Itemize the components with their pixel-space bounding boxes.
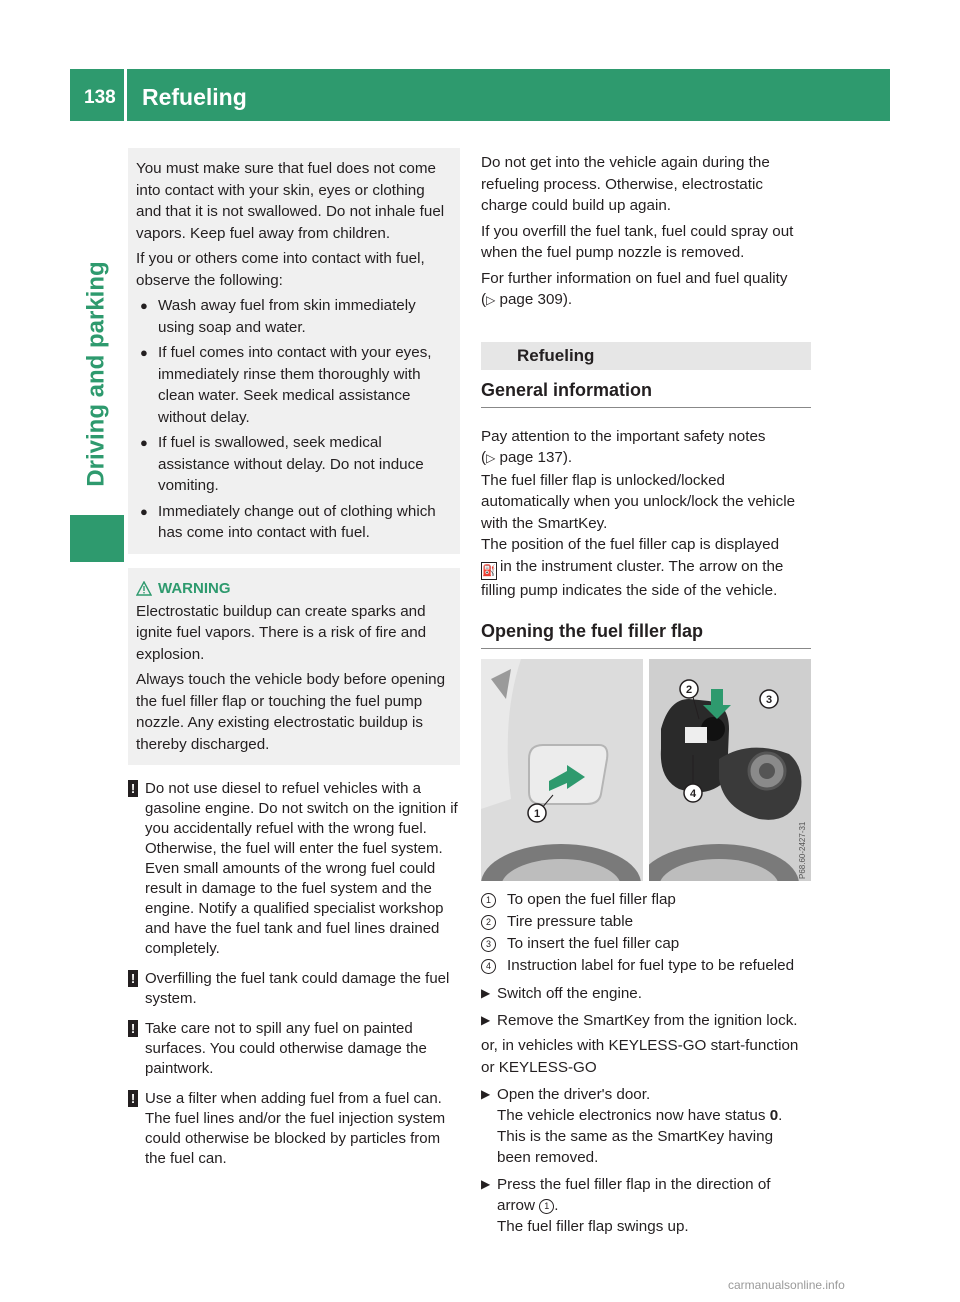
general-paragraph-2: The fuel filler flap is unlocked/locked automatically when you unlock/lock the vehicle with the SmartKey. — [481, 471, 796, 532]
exclamation-icon: ! — [128, 1090, 138, 1107]
legend-item: 3 To insert the fuel filler cap — [481, 933, 811, 955]
refuel-paragraph-1: Do not get into the vehicle again during the refueling process. Otherwise, electrostatic charge could build up again. — [481, 154, 770, 214]
svg-text:3: 3 — [765, 694, 773, 706]
fuel-flap-open-image — [649, 659, 811, 881]
step-item: ▶ Open the driver's door. The vehicle electronics now have status 0. This is the same as the SmartKey having been removed. — [481, 1086, 783, 1166]
fuel-filler-photo — [481, 659, 811, 881]
step-item: ▶ Switch off the engine. — [481, 985, 642, 1002]
notice-item: ! Take care not to spill any fuel on painted surfaces. You could otherwise damage the paintwork. — [128, 1019, 460, 1079]
bullet-icon: ● — [140, 345, 148, 360]
legend-item: 1 To open the fuel filler flap — [481, 889, 811, 911]
callout-number: 4 — [481, 959, 496, 974]
refuel-paragraph-2: If you overfill the fuel tank, fuel could spray out when the fuel pump nozzle is removed. — [481, 222, 794, 261]
left-column — [128, 148, 460, 1169]
exclamation-icon: ! — [128, 970, 138, 987]
page-ref-link[interactable]: page 137). — [499, 449, 573, 466]
warning-paragraph-1: Electrostatic buildup can create sparks and ignite fuel vapors. There is a risk of fire and explosion. — [136, 602, 427, 663]
safety-paragraph-2: If you or others come into contact with fuel, observe the following: — [136, 250, 425, 289]
fuel-flap-closed-image — [481, 659, 643, 881]
legend-item: 2 Tire pressure table — [481, 911, 811, 933]
page-title: Refueling — [142, 84, 247, 110]
bullet-icon: ● — [140, 298, 148, 313]
callout-number: 3 — [481, 937, 496, 952]
svg-text:1: 1 — [533, 808, 541, 820]
svg-text:2: 2 — [685, 684, 693, 696]
step-arrow-icon: ▶ — [481, 986, 491, 1000]
callout-number: 1 — [539, 1199, 554, 1214]
side-tab — [70, 121, 124, 1281]
header-divider — [124, 69, 127, 121]
refuel-paragraph-3: For further information on fuel and fuel quality (▷ page 309). — [481, 269, 788, 308]
legend-item: 4 Instruction label for fuel type to be refueled — [481, 955, 811, 977]
bullet-item: ● Immediately change out of clothing which has come into contact with fuel. — [140, 502, 436, 541]
step-item: ▶ Press the fuel filler flap in the direction of arrow 1 . The fuel filler flap swings up. — [481, 1176, 771, 1235]
step-arrow-icon: ▶ — [481, 1177, 491, 1191]
side-tab-label-wrapper — [73, 239, 121, 509]
svg-text:4: 4 — [689, 788, 697, 800]
page-ref-arrow-icon: ▷ — [486, 293, 496, 307]
right-column — [481, 152, 811, 1237]
callout-number: 2 — [481, 915, 496, 930]
bullet-item: ● If fuel comes into contact with your eyes, immediately rinse them thoroughly with clean water. Seek medical assistance without delay. — [140, 344, 432, 426]
general-paragraph-1: Pay attention to the important safety notes (▷ page 137). — [481, 427, 766, 466]
heading-opening-fuel-filler-flap: Opening the fuel filler flap — [481, 621, 811, 649]
notice-item: ! Do not use diesel to refuel vehicles with a gasoline engine. Do not switch on the ignition if you accidentally refuel with the wrong fuel. Otherwise, the fuel will enter the fuel system. Even small amounts of the wrong fuel could result in damage to the fuel system and the engine. Notify a qualified specialist workshop and have the fuel tank and fuel lines drained completely. — [128, 779, 460, 959]
photo-reference-code: P68.60-2427-31 — [798, 821, 807, 879]
step-item: ▶ Remove the SmartKey from the ignition lock. — [481, 1012, 798, 1029]
warning-paragraph-2: Always touch the vehicle body before opening the fuel filler flap or touching the fuel pump nozzle. Any existing electrostatic buildup is thereby discharged. — [136, 671, 446, 753]
warning-title: WARNING — [136, 580, 452, 597]
step-arrow-icon: ▶ — [481, 1013, 491, 1027]
exclamation-icon: ! — [128, 780, 138, 797]
page-ref-link[interactable]: page 309). — [499, 291, 573, 308]
section-band: Refueling — [481, 342, 811, 370]
notice-item: ! Overfilling the fuel tank could damage the fuel system. — [128, 969, 460, 1009]
exclamation-icon: ! — [128, 1020, 138, 1037]
or-text: or, in vehicles with KEYLESS-GO start-function or KEYLESS-GO — [481, 1037, 799, 1076]
notice-item: ! Use a filter when adding fuel from a fuel can. The fuel lines and/or the fuel injection system could otherwise be blocked by particles from the fuel can. — [128, 1089, 460, 1169]
watermark: carmanualsonline.info — [728, 1278, 845, 1292]
fuel-pump-icon: ⛽ — [481, 562, 497, 580]
side-tab-marker — [70, 515, 124, 562]
warning-triangle-icon — [136, 581, 152, 596]
page-ref-arrow-icon: ▷ — [486, 451, 496, 465]
fuel-safety-box — [128, 148, 460, 554]
heading-general-information: General information — [481, 380, 811, 408]
safety-paragraph-1: You must make sure that fuel does not come into contact with your skin, eyes or clothing and that it is not swallowed. Do not inhale fuel vapors. Keep fuel away from children. — [136, 160, 445, 242]
bullet-item: ● If fuel is swallowed, seek medical assistance without delay. Do not induce vomiting. — [140, 434, 424, 494]
bullet-icon: ● — [140, 435, 148, 450]
callout-number: 1 — [481, 893, 496, 908]
legend — [481, 889, 811, 977]
side-tab-label: Driving and parking — [83, 261, 110, 487]
bullet-item: ● Wash away fuel from skin immediately using soap and water. — [140, 297, 416, 336]
general-paragraph-3: The position of the fuel filler cap is displayed ⛽ in the instrument cluster. The arrow on the filling pump indicates the side of the vehicle. — [481, 536, 784, 599]
bullet-icon: ● — [140, 503, 148, 519]
page-number: 138 — [84, 87, 116, 108]
warning-box — [128, 568, 460, 766]
step-arrow-icon: ▶ — [481, 1087, 491, 1101]
